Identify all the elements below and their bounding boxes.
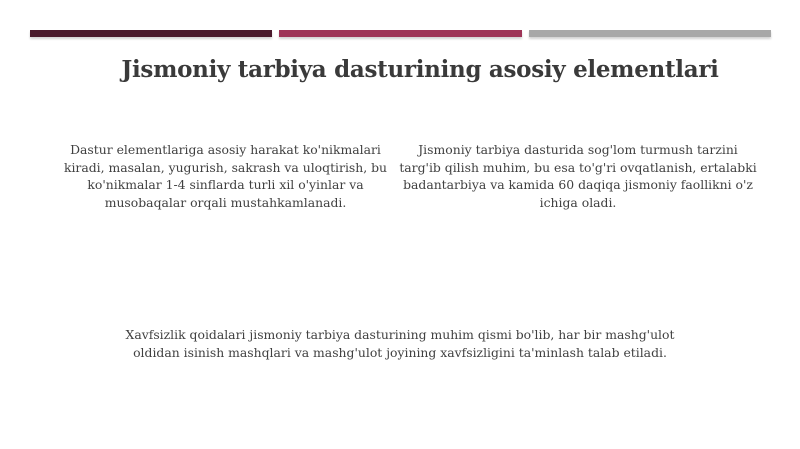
accent-bar-crimson: [279, 30, 522, 37]
paragraph-bottom: Xavfsizlik qoidalari jismoniy tarbiya dasturining muhim qismi bo'lib, har bir mashg'ulot oldidan isinish mashqlari va mashg'ulot joyining xavfsizligini ta'minlash talab etiladi.: [125, 327, 675, 360]
accent-bar-gray: [529, 30, 771, 37]
paragraph-left: Dastur elementlariga asosiy harakat ko'nikmalari kiradi, masalan, yugurish, sakrash va uloqtirish, bu ko'nikmalar 1-4 sinflarda turli xil o'yinlar va musobaqalar orqali mustahkamlanadi.: [63, 142, 388, 210]
paragraph-right: Jismoniy tarbiya dasturida sog'lom turmush tarzini targ'ib qilish muhim, bu esa to'g'ri ovqatlanish, ertalabki badantarbiya va kamida 60 daqiqa jismoniy faollikni o'z ichiga oladi.: [399, 142, 757, 210]
accent-bar-dark: [30, 30, 272, 37]
slide-title: Jismoniy tarbiya dasturining asosiy elementlari: [121, 56, 719, 83]
